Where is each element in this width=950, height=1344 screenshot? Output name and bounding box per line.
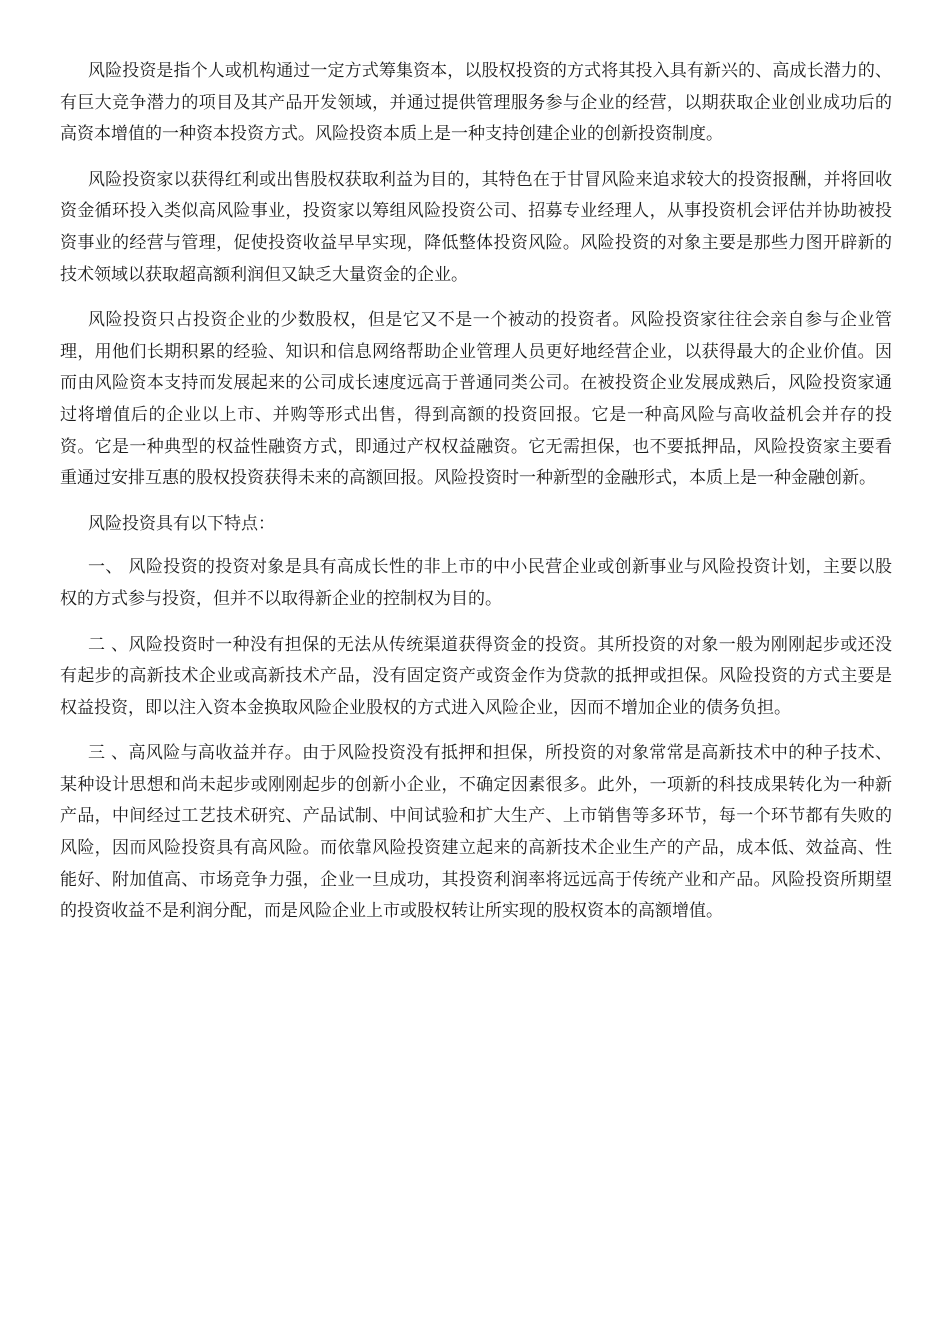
paragraph-feature-one: 一、 风险投资的投资对象是具有高成长性的非上市的中小民营企业或创新事业与风险投资计划，主要以股权的方式参与投资，但并不以取得新企业的控制权为目的。	[60, 557, 892, 609]
paragraph-definition: 风险投资是指个人或机构通过一定方式筹集资本，以股权投资的方式将其投入具有新兴的、高成长潜力的、有巨大竞争潜力的项目及其产品开发领域，并通过提供管理服务参与企业的经营，以期获取企业创业成功后的高资本增值的一种资本投资方式。风险投资本质上是一种支持创建企业的创新投资制度。	[60, 61, 892, 145]
paragraph-minority-equity: 风险投资只占投资企业的少数股权，但是它又不是一个被动的投资者。风险投资家往往会亲自参与企业管理，用他们长期积累的经验、知识和信息网络帮助企业管理人员更好地经营企业，以获得最大的企业价值。因而由风险资本支持而发展起来的公司成长速度远高于普通同类公司。在被投资企业发展成熟后，风险投资家通过将增值后的企业以上市、并购等形式出售，得到高额的投资回报。它是一种高风险与高收益机会并存的投资。它是一种典型的权益性融资方式，即通过产权权益融资。它无需担保，也不要抵押品，风险投资家主要看重通过安排互惠的股权投资获得未来的高额回报。风险投资时一种新型的金融形式，本质上是一种金融创新。	[60, 310, 892, 489]
paragraph-feature-two: 二 、风险投资时一种没有担保的无法从传统渠道获得资金的投资。其所投资的对象一般为刚刚起步或还没有起步的高新技术企业或高新技术产品，没有固定资产或资金作为贷款的抵押或担保。风险投资的方式主要是权益投资，即以注入资本金换取风险企业股权的方式进入风险企业，因而不增加企业的债务负担。	[60, 634, 892, 718]
paragraph-investor-goals: 风险投资家以获得红利或出售股权获取利益为目的，其特色在于甘冒风险来追求较大的投资报酬，并将回收资金循环投入类似高风险事业，投资家以筹组风险投资公司、招募专业经理人，从事投资机会评估并协助被投资事业的经营与管理，促使投资收益早早实现，降低整体投资风险。风险投资的对象主要是那些力图开辟新的技术领域以获取超高额利润但又缺乏大量资金的企业。	[60, 169, 892, 285]
document-page	[60, 56, 892, 942]
paragraph-feature-three: 三 、高风险与高收益并存。由于风险投资没有抵押和担保，所投资的对象常常是高新技术中的种子技术、某种设计思想和尚未起步或刚刚起步的创新小企业，不确定因素很多。此外，一项新的科技成果转化为一种新产品，中间经过工艺技术研究、产品试制、中间试验和扩大生产、上市销售等多环节，每一个环节都有失败的风险，因而风险投资具有高风险。而依靠风险投资建立起来的高新技术企业生产的产品，成本低、效益高、性能好、附加值高、市场竞争力强，企业一旦成功，其投资利润率将远远高于传统产业和产品。风险投资所期望的投资收益不是利润分配，而是风险企业上市或股权转让所实现的股权资本的高额增值。	[60, 743, 892, 922]
paragraph-features-heading: 风险投资具有以下特点：	[88, 513, 275, 534]
